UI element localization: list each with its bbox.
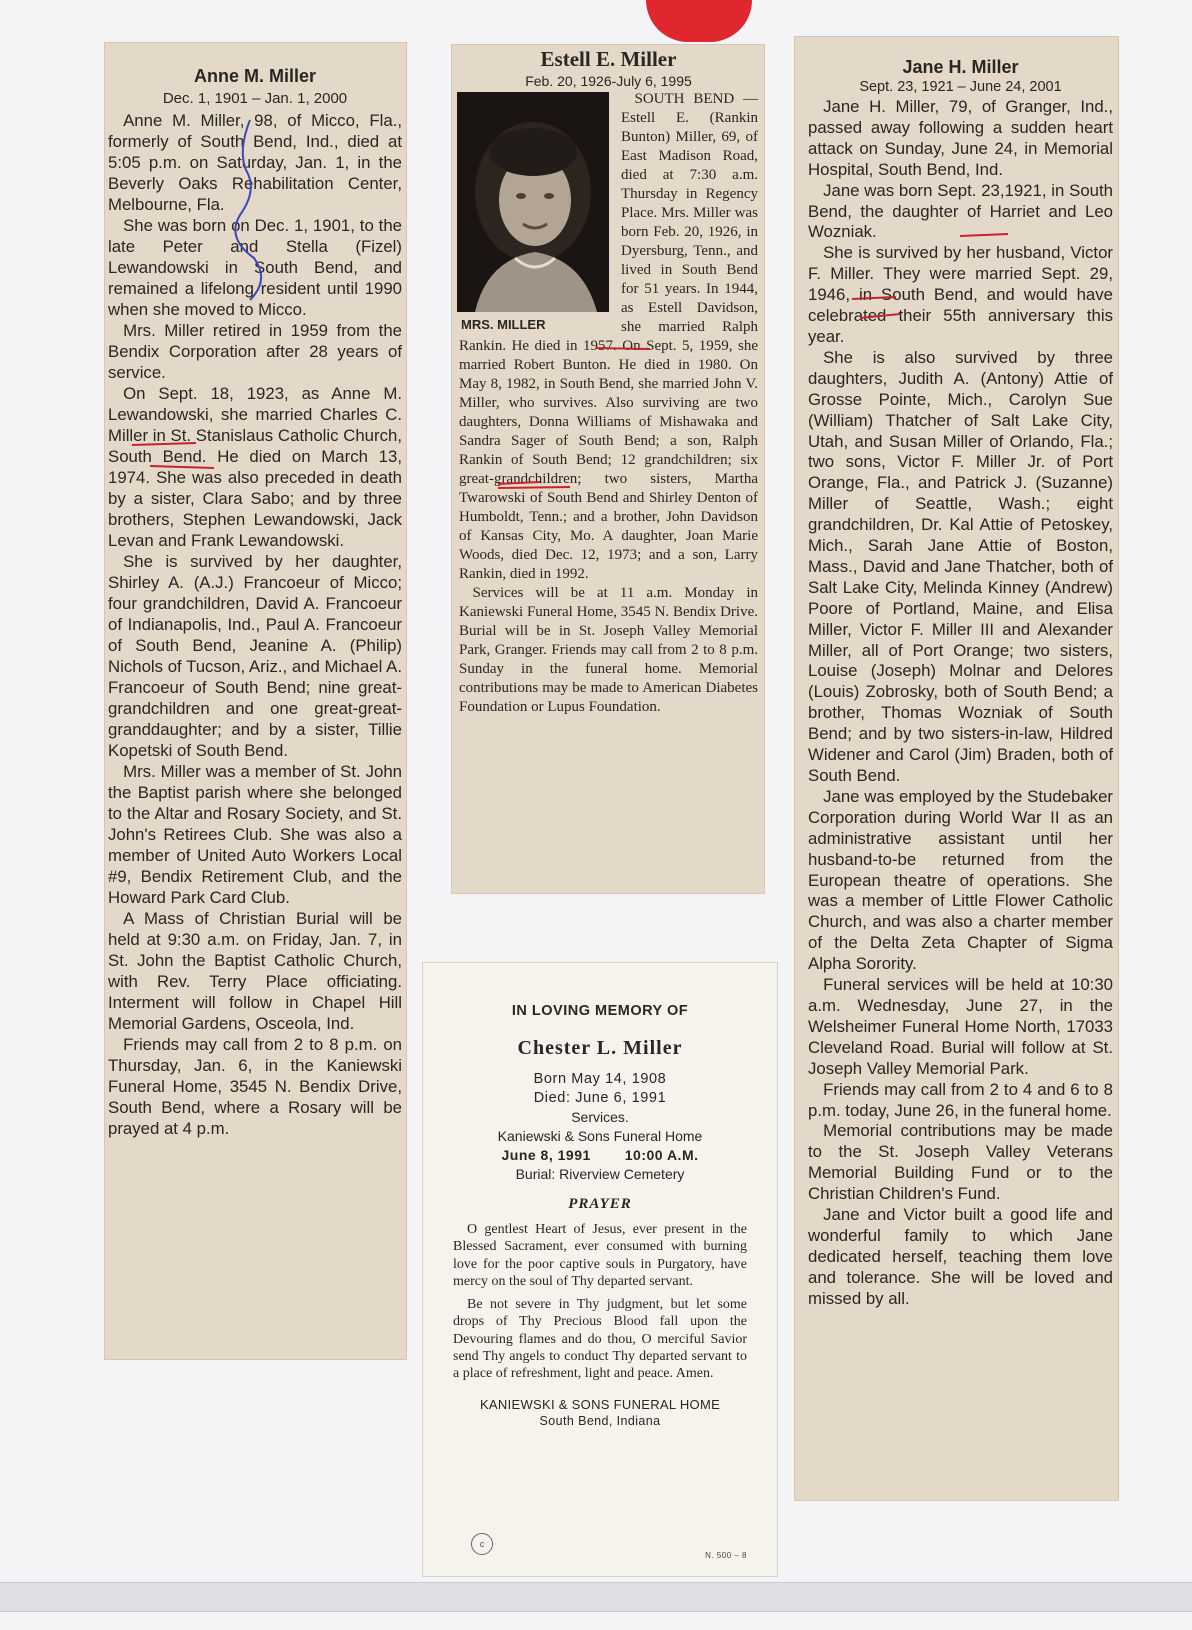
obituary-paragraph: Services will be at 11 a.m. Monday in Kaniewski Funeral Home, 3545 N. Bendix Drive. Burial will be in St. Joseph Valley Memorial Park, Granger. Friends may call from 2 to 8 p.m. Sunday in the funeral home. Memorial contributions may be made to American Diabetes Foundation or Lupus Foundation. bbox=[459, 585, 758, 715]
obituary-paragraph: On Sept. 18, 1923, as Anne M. Lewandowski, she married Charles C. Miller in St. Stanislaus Catholic Church, South Bend. He died on March 13, 1974. She was also preceded in death by a sister, Clara Sabo; and by three brothers, Stephen Lewandowski, Jack Levan and Frank Lewandowski. bbox=[108, 384, 402, 550]
portrait-icon bbox=[457, 92, 609, 312]
card-services-label: Services. bbox=[571, 1109, 629, 1125]
obituary-title: Jane H. Miller bbox=[902, 57, 1019, 77]
card-burial: Burial: Riverview Cemetery bbox=[515, 1166, 685, 1182]
card-heading: IN LOVING MEMORY OF bbox=[511, 1003, 689, 1019]
obituary-paragraph: Mrs. Miller was a member of St. John the Baptist parish where she belonged to the Altar and Rosary Society, and St. John's Retirees Club. She was also a member of United Auto Workers Local #9, Bendix Retirement Club, and the Howard Park Card Club. bbox=[108, 762, 402, 907]
card-city: South Bend, Indiana bbox=[539, 1413, 661, 1428]
obituary-estell-miller bbox=[451, 44, 765, 894]
obituary-title: Anne M. Miller bbox=[193, 66, 316, 86]
card-funeral-home: KANIEWSKI & SONS FUNERAL HOME bbox=[479, 1396, 721, 1412]
binder-sleeve-edge bbox=[0, 1582, 1192, 1612]
portrait-photo bbox=[457, 92, 609, 312]
obituary-paragraph: Memorial contributions may be made to the St. Joseph Valley Veterans Memorial Building Fund or to the Christian Children's Fund. bbox=[808, 1121, 1113, 1204]
card-service-date: June 8, 1991 bbox=[501, 1147, 591, 1163]
portrait-frame bbox=[457, 90, 615, 334]
card-service-time: 10:00 A.M. bbox=[624, 1147, 699, 1163]
card-deceased-name: Chester L. Miller bbox=[517, 1037, 683, 1059]
red-tab-sticker bbox=[646, 0, 752, 42]
card-service-when bbox=[453, 1146, 747, 1165]
obituary-paragraph: Funeral services will be held at 10:30 a.m. Wednesday, June 27, in the Welsheimer Funeral Home North, 17033 Cleveland Road. Burial will follow at St. Joseph Valley Memorial Park. bbox=[808, 975, 1113, 1078]
photo-caption: MRS. MILLER bbox=[461, 317, 546, 332]
obituary-dates: Dec. 1, 1901 – Jan. 1, 2000 bbox=[162, 90, 348, 107]
obituary-anne-miller bbox=[104, 42, 407, 1360]
obituary-paragraph: Mrs. Miller retired in 1959 from the Bendix Corporation after 28 years of service. bbox=[108, 321, 402, 382]
card-prayer-title: PRAYER bbox=[568, 1196, 632, 1212]
card-prayer-paragraph: Be not severe in Thy judgment, but let some drops of Thy Precious Blood fall upon the Devouring flames and do thou, O merciful Savior send Thy angels to conduct Thy departed servant to a place of refreshment, light and peace. Amen. bbox=[453, 1297, 747, 1382]
obituary-paragraph: She is also survived by three daughters, Judith A. (Antony) Attie of Grosse Pointe, Mich., Carolyn Sue (William) Thatcher of Salt Lake City, Utah, and Susan Miller of Orlando, Fla.; two sons, Victor F. Miller Jr. of Port Orange, Fla., and Patrick J. (Suzanne) Miller of Seattle, Wash.; eight grandchildren, Dr. Kal Attie of Petoskey, Mich., Sarah Jane Attie of Boston, Mass., David and Jane Thatcher, both of Salt Lake City, Melinda Kinney (Andrew) Poore of Portland, Maine, and Elisa Miller, Victor F. Miller III and Alexander Miller, all of Port Orange; two sisters, Louise (Joseph) Molnar and Delores (Louis) Zobrosky, both of South Bend; a brother, Thomas Wozniak of South Bend; and by two sisters-in-law, Hildred Widener and Carol (Jim) Braden, both of South Bend. bbox=[808, 347, 1113, 785]
card-form-code: N. 500 – 8 bbox=[705, 1551, 747, 1560]
obituary-paragraph: Jane was born Sept. 23,1921, in South Bend, the daughter of Harriet and Leo Wozniak. bbox=[808, 180, 1113, 242]
obituary-paragraph: She is survived by her husband, Victor F. Miller. They were married Sept. 29, 1946, in South Bend, and would have celebrated their 55th anniversary this year. bbox=[808, 243, 1113, 346]
obituary-paragraph: A Mass of Christian Burial will be held at 9:30 a.m. on Friday, Jan. 7, in St. John the Baptist Catholic Church, with Rev. Terry Place officiating. Interment will follow in Chapel Hill Memorial Gardens, Osceola, Ind. bbox=[108, 909, 402, 1033]
card-died: Died: June 6, 1991 bbox=[533, 1090, 667, 1106]
card-prayer-paragraph: O gentlest Heart of Jesus, ever present in the Blessed Sacrament, ever consumed with burning love for the poor captive souls in Purgatory, have mercy on the soul of Thy departed servant. bbox=[453, 1222, 747, 1289]
obituary-paragraph: Friends may call from 2 to 8 p.m. on Thursday, Jan. 6, in the Kaniewski Funeral Home, 3545 N. Bendix Drive, South Bend, where a Rosary will be prayed at 4 p.m. bbox=[108, 1035, 402, 1138]
card-born: Born May 14, 1908 bbox=[533, 1071, 667, 1087]
card-services-home: Kaniewski & Sons Funeral Home bbox=[497, 1128, 703, 1144]
obituary-paragraph: Jane H. Miller, 79, of Granger, Ind., passed away following a sudden heart attack on Sunday, June 24, in Memorial Hospital, South Bend, Ind. bbox=[808, 97, 1113, 179]
printer-logo-icon: c bbox=[471, 1533, 493, 1555]
obituary-dates: Sept. 23, 1921 – June 24, 2001 bbox=[859, 79, 1062, 95]
obituary-paragraph: SOUTH BEND — Estell E. (Rankin Bunton) Miller, 69, of East Madison Road, died at 7:30 a.m. Thursday in Regency Place. Mrs. Miller was born Feb. 20, 1926, in Dyersburg, Tenn., and lived in South Bend for 51 years. In 1944, as Estell Davidson, she married Ralph Rankin. He died in 1957. On Sept. 5, 1959, she married Robert Bunton. He died in 1980. On May 8, 1982, in South Bend, she married John V. Miller, who survives. Also surviving are two daughters, Donna Williams of Mishawaka and Sandra Sager of South Bend; a son, Ralph Rankin of South Bend; 12 grandchildren; six great-grandchildren; two sisters, Martha Twarowski of South Bend and Shirley Denton of Humboldt, Tenn.; and a brother, John Davidson of Kansas City, Mo. A daughter, Joan Marie Woods, died Dec. 12, 1973; and a son, Larry Rankin, died in 1992. bbox=[459, 91, 758, 582]
obituary-paragraph: She is survived by her daughter, Shirley A. (A.J.) Francoeur of Micco; four grandchildren, David A. Francoeur of Indianapolis, Ind., Paul A. Francoeur of South Bend, Jeanine A. (Philip) Nichols of Tucson, Ariz., and Michael A. Francoeur of South Bend; nine great-grandchildren and one great-great-granddaughter; and by a sister, Tillie Kopetski of South Bend. bbox=[108, 552, 402, 760]
obituary-dates: Feb. 20, 1926-July 6, 1995 bbox=[525, 73, 692, 89]
memorial-prayer-card bbox=[422, 962, 778, 1577]
obituary-jane-miller bbox=[794, 36, 1119, 1501]
obituary-paragraph: Jane was employed by the Studebaker Corporation during World War II as an administrative assistant until her husband-to-be returned from the European theatre of operations. She was a member of Little Flower Catholic Church, and was also a charter member of the Delta Zeta Chapter of Sigma Alpha Sorority. bbox=[808, 786, 1113, 974]
obituary-paragraph: Anne M. Miller, 98, of Micco, Fla., formerly of South Bend, Ind., died at 5:05 p.m. on Saturday, Jan. 1, in the Beverly Oaks Rehabilitation Center, Melbourne, Fla. bbox=[108, 111, 402, 214]
obituary-paragraph: Jane and Victor built a good life and wonderful family to which Jane dedicated herself, teaching them love and tolerance. She will be loved and missed by all. bbox=[808, 1205, 1113, 1308]
obituary-paragraph: Friends may call from 2 to 4 and 6 to 8 p.m. today, June 26, in the funeral home. bbox=[808, 1079, 1113, 1120]
obituary-paragraph: She was born on Dec. 1, 1901, to the late Peter and Stella (Fizel) Lewandowski in South Bend, and remained a lifelong resident until 1990 when she moved to Micco. bbox=[108, 216, 402, 319]
obituary-title: Estell E. Miller bbox=[540, 47, 677, 71]
